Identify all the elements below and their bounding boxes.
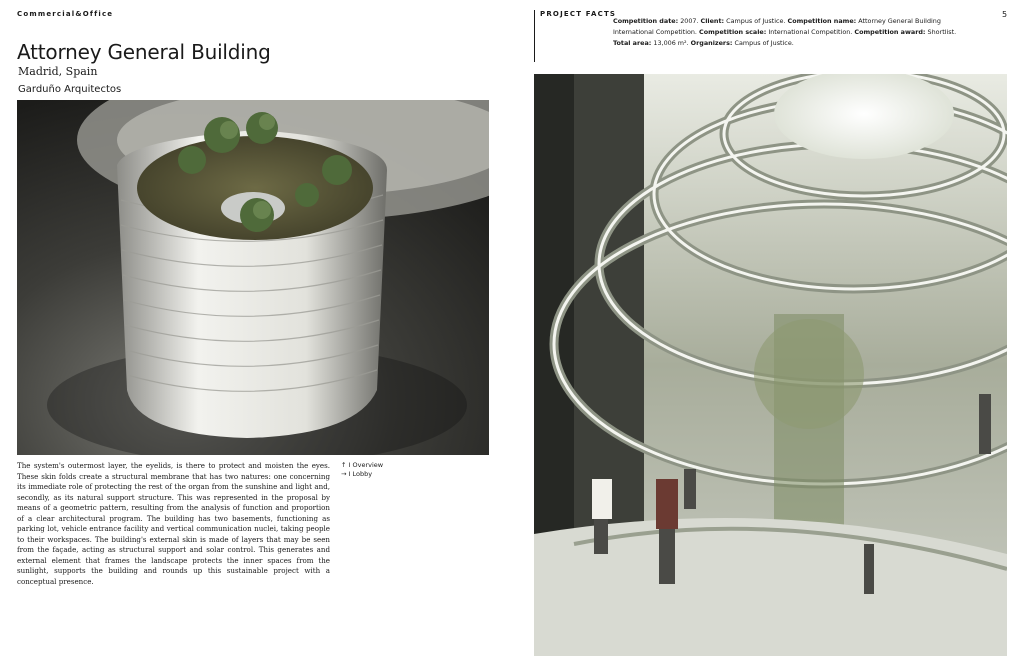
- fact-value: 2007.: [680, 17, 699, 25]
- fact-label: Competition scale:: [699, 28, 767, 36]
- fact-value: Shortlist.: [927, 28, 957, 36]
- fact-label: Organizers:: [690, 39, 733, 47]
- fact-value: 13,006 m².: [653, 39, 689, 47]
- lobby-rendering: [534, 74, 1007, 656]
- overview-rendering: [17, 100, 489, 455]
- overview-rendering-graphic: [17, 100, 489, 455]
- architect-name: Garduño Arquitectos: [18, 84, 122, 95]
- project-facts-label: PROJECT FACTS: [540, 10, 617, 18]
- facts-divider: [534, 10, 535, 62]
- fact-label: Total area:: [613, 39, 652, 47]
- lobby-rendering-graphic: [534, 74, 1007, 656]
- fact-label: Competition date:: [613, 17, 679, 25]
- section-tag: Commercial&Office: [17, 10, 114, 18]
- project-facts-text: [613, 16, 975, 49]
- fact-value: Campus of Justice.: [734, 39, 794, 47]
- fact-value: International Competition.: [768, 28, 853, 36]
- caption-overview: ↑ I Overview: [341, 461, 384, 469]
- fact-label: Competition award:: [854, 28, 926, 36]
- caption-lobby: → I Lobby: [341, 470, 373, 478]
- fact-label: Competition name:: [787, 17, 857, 25]
- project-location: Madrid, Spain: [18, 65, 98, 78]
- page-number: 5: [1002, 10, 1008, 19]
- fact-value: Campus of Justice.: [726, 17, 786, 25]
- body-text: The system's outermost layer, the eyelids, is there to protect and moisten the eyes. These skin folds create a structural membrane that has two natures: one concerning its immediate role of protecting the rest of the organ from the sunshine and light and, secondly, as its natural support structure. This was represented in the proposal by means of a geometric pattern, resulting from the analysis of function and proportion of a clear architectural program. The building has two basements, functioning as parking lot, vehicle entrance facility and vertical communication nuclei, taking people to their workspaces. The building's external skin is made of layers that may be seen from the façade, acting as structural support and solar control. This generates and external element that frames the landscape protects the inner spaces from the sunlight, supports the building and rounds up this sustainable project with a conceptual presence.: [17, 461, 330, 586]
- fact-label: Client:: [700, 17, 725, 25]
- page-title: Attorney General Building: [17, 40, 271, 64]
- image-captions: [341, 461, 383, 479]
- fact-value: Attorney General Building International Competition.: [613, 17, 941, 36]
